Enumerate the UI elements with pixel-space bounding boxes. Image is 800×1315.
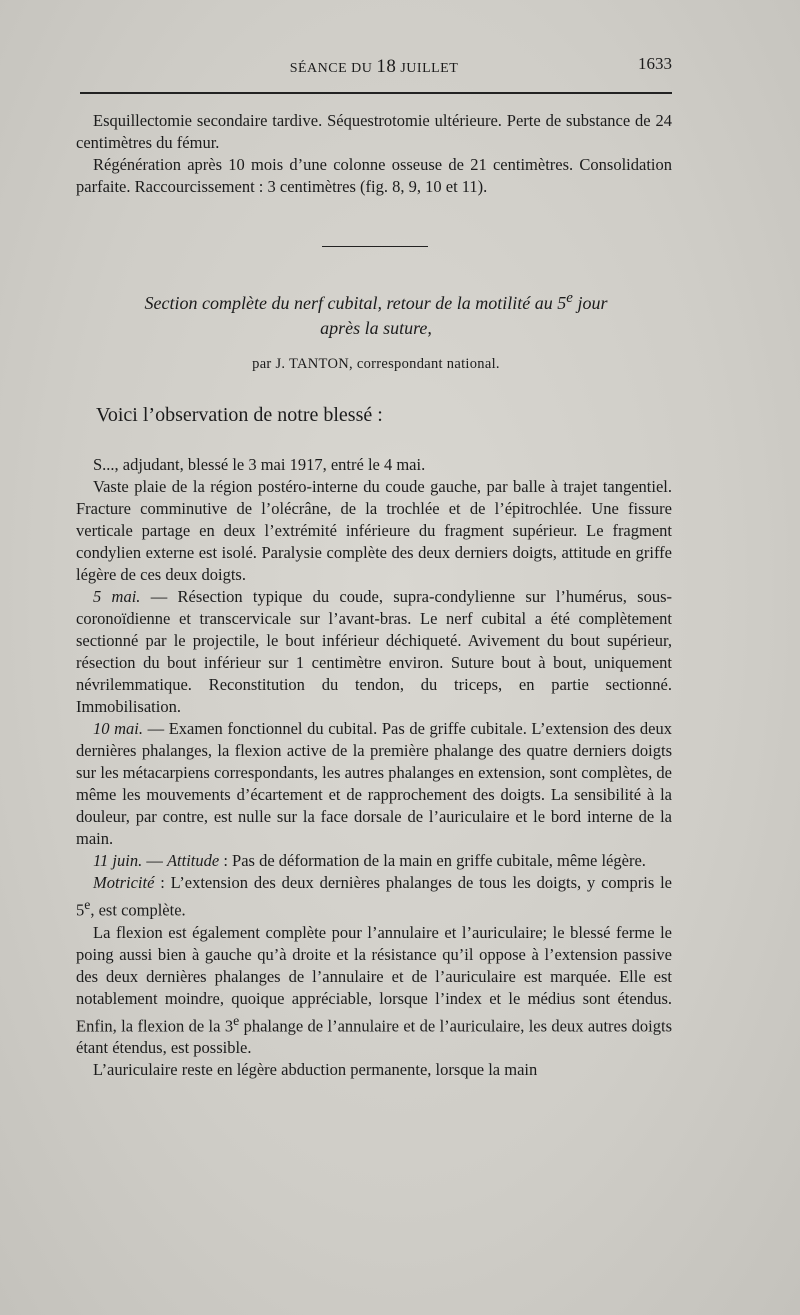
paragraph: Esquillectomie secondaire tardive. Séquestrotomie ultérieure. Perte de substance de 24 centimètres du fémur. bbox=[76, 111, 672, 152]
article-byline: par J. TANTON, correspondant national. bbox=[252, 356, 500, 372]
running-head-month: JUILLET bbox=[396, 61, 459, 76]
entry-text: : L’extension des deux dernières phalanges de tous les doigts, y compris le 5 bbox=[76, 873, 672, 920]
running-head bbox=[76, 56, 672, 78]
section-divider bbox=[322, 246, 428, 247]
title-line-1-end: jour bbox=[572, 293, 608, 313]
paragraph bbox=[76, 718, 672, 850]
paragraph bbox=[76, 922, 672, 1060]
paragraph bbox=[76, 586, 672, 718]
paragraph: S..., adjudant, blessé le 3 mai 1917, entré le 4 mai. bbox=[93, 455, 426, 474]
entry-text: — Examen fonctionnel du cubital. Pas de griffe cubitale. L’extension des deux dernières phalanges, la flexion active de la première phalange des quatre derniers doigts sur les métacarpiens correspondants, les autres phalanges en extension, sont complètes, de même les mouvements d’écartement et de rapprochement des doigts. La sensibilité à la douleur, par contre, est nulle sur la face dorsale de l’auriculaire et le bord interne de la main. bbox=[76, 719, 673, 848]
article-body bbox=[76, 454, 672, 1081]
entry-label: Motricité bbox=[93, 873, 155, 892]
paragraph-text: La flexion est également complète pour l’annulaire et l’auriculaire; le blessé ferme le poing aussi bien à gauche qu’à droite et la résistance qu’il oppose à l’extension passive des deux dernières phalanges de l’annulaire et de l’auriculaire est marquée. Elle est notablement moindre, quoique appréciable, lorsque l’index et le médius sont étendus. Enfin, la flexion de la 3 bbox=[76, 922, 672, 1035]
page-header bbox=[76, 54, 672, 78]
page-number: 1633 bbox=[638, 54, 672, 73]
title-line-1: Section complète du nerf cubital, retour de la motilité au 5 bbox=[144, 293, 567, 313]
running-head-day: 18 bbox=[376, 56, 397, 77]
paragraph: L’auriculaire reste en légère abduction permanente, lorsque la main bbox=[93, 1060, 538, 1079]
article-title bbox=[76, 286, 676, 341]
entry-label: Attitude bbox=[166, 851, 220, 870]
superscript: e bbox=[233, 1012, 240, 1028]
entry-text: , est complète. bbox=[90, 900, 186, 920]
running-head-text: SÉANCE DU bbox=[289, 61, 377, 76]
paragraph: Vaste plaie de la région postéro-interne du coude gauche, par balle à trajet tangentiel. Fracture comminutive de l’olécrâne, de la trochlée et de l’épitrochlée. Une fissure verticale partage en deux l’extrémité inférieure du fragment supérieur. Le fragment condylien externe est isolé. Paralysie complète des deux derniers doigts, attitude en griffe légère de ces deux doigts. bbox=[76, 477, 672, 584]
entry-date: 10 mai. bbox=[93, 719, 143, 738]
entry-text: — Résection typique du coude, supra-condylienne sur l’humérus, sous-coronoïdienne et transcervicale sur l’avant-bras. Le nerf cubital a été complètement sectionné par le projectile, le bout inférieur déchiqueté. Avivement du bout supérieur, résection du bout inférieur sur 1 centimètre environ. Suture bout à bout, uniquement névrilemmatique. Reconstitution du tendon, du triceps, en partie sectionné. Immobilisation. bbox=[76, 587, 673, 716]
paragraph: Régénération après 10 mois d’une colonne osseuse de 21 centimètres. Consolidation parfaite. Raccourcissement : 3 centimètres (fig. 8, 9, 10 et 11). bbox=[76, 155, 672, 196]
entry-text: : Pas de déformation de la main en griffe cubitale, même légère. bbox=[219, 851, 646, 870]
entry-separator: — bbox=[142, 851, 167, 870]
paragraph bbox=[76, 850, 672, 872]
title-line-2: après la suture, bbox=[320, 318, 432, 338]
lead-sentence: Voici l’observation de notre blessé : bbox=[96, 404, 383, 426]
entry-date: 11 juin. bbox=[93, 851, 143, 870]
previous-article-end bbox=[76, 110, 672, 198]
paragraph-text: phalange de l’annulaire et de l’auriculaire, les deux autres doigts étant étendus, est possible. bbox=[76, 1016, 672, 1057]
paragraph bbox=[76, 872, 672, 922]
header-rule bbox=[80, 92, 672, 94]
superscript: e bbox=[84, 897, 91, 912]
title-superscript: e bbox=[566, 290, 573, 306]
entry-date: 5 mai. bbox=[93, 587, 141, 606]
